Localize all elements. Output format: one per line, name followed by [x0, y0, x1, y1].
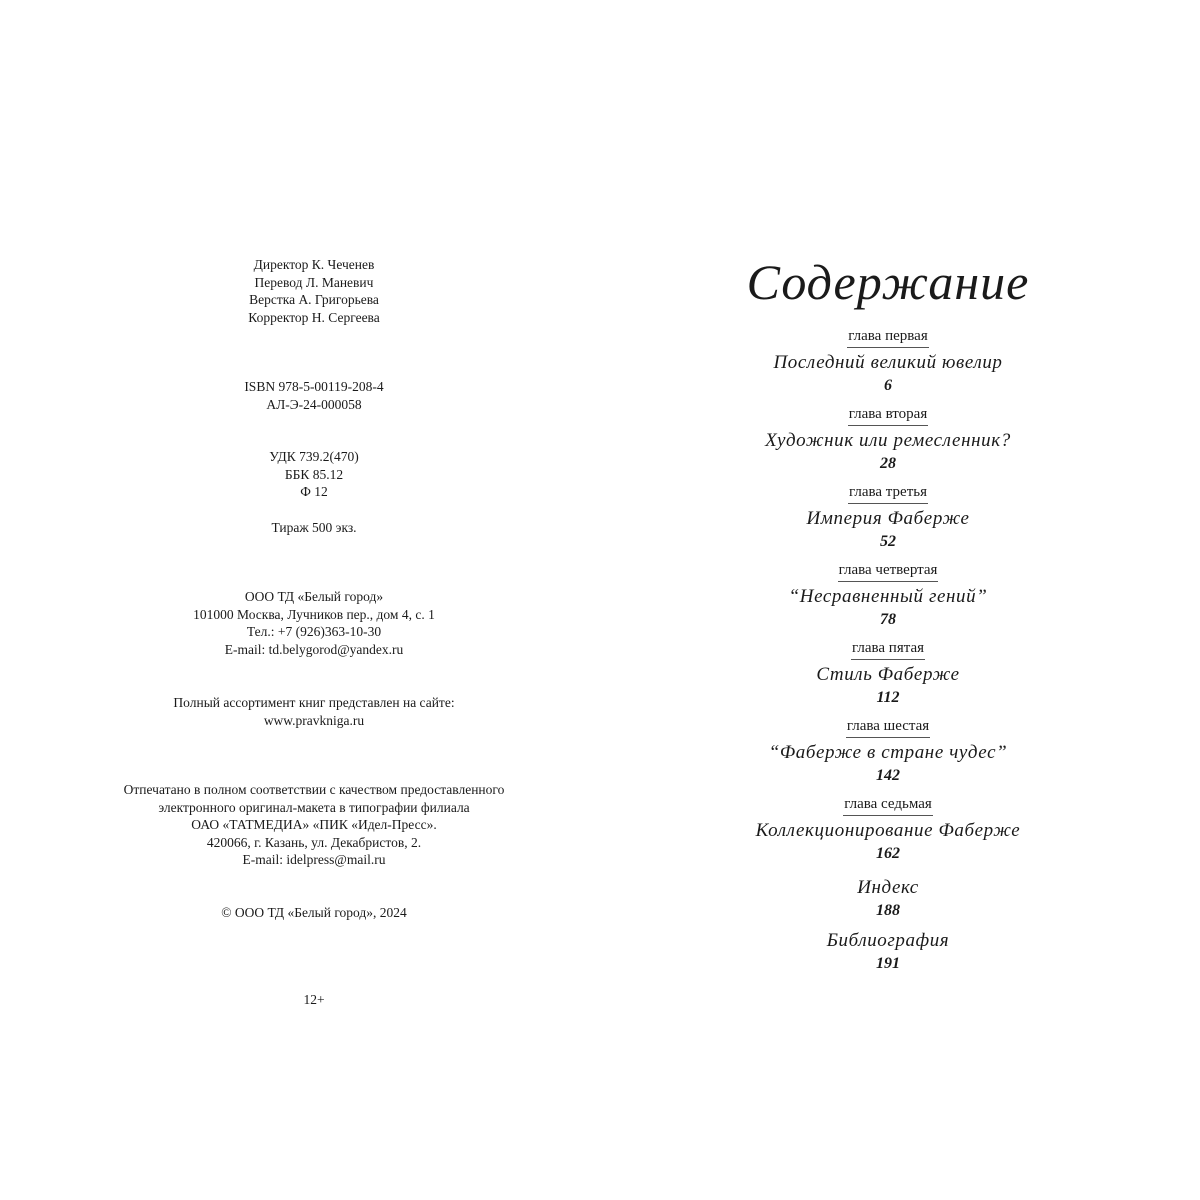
chapter-label: глава третья [848, 483, 928, 504]
isbn-block [0, 378, 628, 413]
age-rating [0, 991, 628, 1009]
toc-chapter [628, 717, 1148, 795]
toc-list [628, 327, 1148, 979]
staff-line: Перевод Л. Маневич [254, 274, 374, 290]
chapter-label: глава первая [847, 327, 928, 348]
chapter-title: Последний великий ювелир [773, 352, 1003, 373]
toc-chapter [628, 561, 1148, 639]
toc-index-entry [628, 875, 1148, 926]
copyright [0, 904, 628, 922]
chapter-label: глава четвертая [838, 561, 939, 582]
classification-line: Ф 12 [300, 484, 328, 499]
age-rating-text: 12+ [303, 992, 325, 1007]
bibliography-title: Библиография [826, 930, 950, 951]
chapter-page-number: 112 [876, 689, 900, 706]
staff-line: Верстка А. Григорьева [249, 292, 379, 307]
copyright-text: © ООО ТД «Белый город», 2024 [221, 905, 407, 920]
index-title: Индекс [857, 877, 919, 898]
chapter-page-number: 142 [876, 767, 900, 784]
printer-block [0, 781, 628, 869]
catalog-block [0, 694, 628, 729]
chapter-label: глава шестая [846, 717, 930, 738]
chapter-page-number: 162 [876, 845, 900, 862]
isbn-line: ISBN 978-5-00119-208-4 [244, 379, 384, 394]
chapter-title: “Несравненный гений” [788, 586, 988, 607]
toc-chapter [628, 795, 1148, 873]
index-page-number: 188 [876, 902, 900, 919]
chapter-page-number: 6 [884, 377, 892, 394]
printer-line: Отпечатано в полном соответствии с качеством предоставленного [123, 782, 505, 797]
toc-chapter [628, 639, 1148, 717]
toc-chapter [628, 405, 1148, 483]
printer-line: ОАО «ТАТМЕДИА» «ПИК «Идел-Пресс». [191, 817, 437, 832]
print-run-text: Тираж 500 экз. [271, 520, 357, 535]
chapter-page-number: 78 [880, 611, 896, 628]
toc-chapter [628, 483, 1148, 561]
toc-chapter [628, 327, 1148, 405]
staff-line: Директор К. Чеченев [253, 257, 375, 272]
chapter-label: глава вторая [848, 405, 928, 426]
toc-bibliography-entry [628, 928, 1148, 979]
printer-line: электронного оригинал-макета в типографии филиала [158, 799, 470, 815]
chapter-label: глава седьмая [843, 795, 933, 816]
publisher-line: Тел.: +7 (926)363-10-30 [246, 624, 382, 639]
catalog-line: Полный ассортимент книг представлен на сайте: [173, 695, 455, 710]
isbn-line: АЛ-Э-24-000058 [266, 396, 362, 412]
classification-line: ББК 85.12 [284, 466, 344, 482]
staff-line: Корректор Н. Сергеева [248, 309, 380, 325]
publisher-email: E-mail: td.belygorod@yandex.ru [224, 641, 404, 657]
chapter-title: Стиль Фаберже [816, 664, 960, 685]
chapter-title: Художник или ремесленник? [765, 430, 1011, 451]
page-title: Содержание [746, 254, 1030, 310]
chapter-title: “Фаберже в стране чудес” [768, 742, 1008, 763]
classification-line: УДК 739.2(470) [269, 449, 359, 464]
chapter-page-number: 52 [880, 533, 896, 550]
publisher-block [0, 588, 628, 658]
chapter-title: Империя Фаберже [806, 508, 970, 529]
printer-email: E-mail: idelpress@mail.ru [242, 852, 386, 867]
chapter-page-number: 28 [880, 455, 896, 472]
publisher-line: ООО ТД «Белый город» [244, 589, 384, 604]
staff-credits [0, 256, 628, 326]
printer-line: 420066, г. Казань, ул. Декабристов, 2. [206, 834, 422, 850]
chapter-label: глава пятая [851, 639, 925, 660]
classification-block [0, 448, 628, 501]
bibliography-page-number: 191 [876, 955, 900, 972]
print-run [0, 519, 628, 537]
catalog-url: www.pravkniga.ru [263, 712, 365, 728]
chapter-title: Коллекционирование Фаберже [755, 820, 1021, 841]
publisher-line: 101000 Москва, Лучников пер., дом 4, с. 1 [193, 606, 435, 622]
contents-page [628, 0, 1200, 1200]
